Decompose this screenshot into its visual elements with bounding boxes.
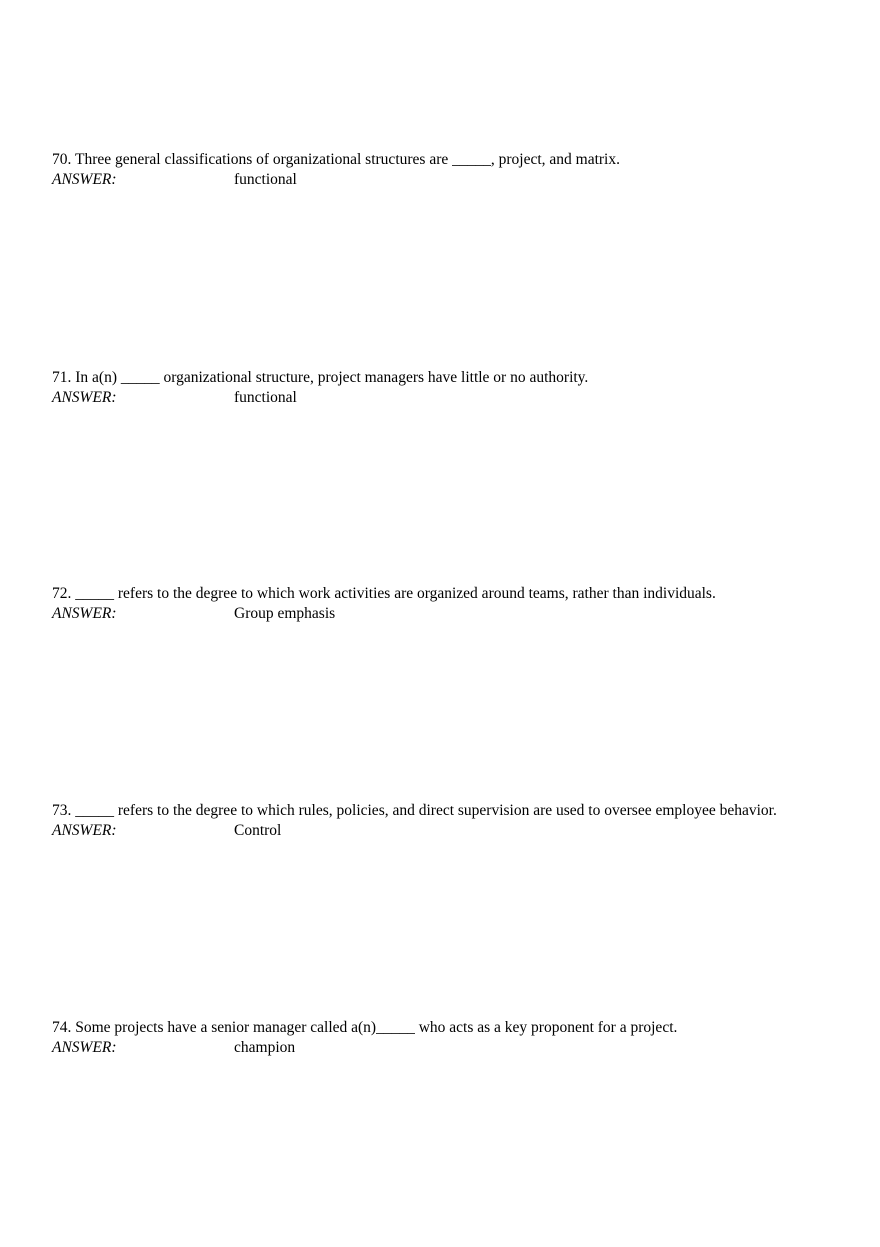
question-70 (52, 150, 842, 190)
answer-value: Group emphasis (234, 605, 336, 622)
answer-row (52, 821, 842, 841)
question-73 (52, 801, 842, 841)
answer-label: ANSWER: (52, 1039, 117, 1056)
answer-label: ANSWER: (52, 171, 117, 188)
answer-value: functional (234, 171, 297, 188)
answer-value: Control (234, 822, 282, 839)
question-text: 70. Three general classifications of organizational structures are _____, project, and matrix. (52, 151, 620, 168)
answer-label: ANSWER: (52, 822, 117, 839)
question-text: 71. In a(n) _____ organizational structure, project managers have little or no authority. (52, 369, 589, 386)
question-74 (52, 1018, 842, 1058)
question-71 (52, 368, 842, 408)
question-text: 73. _____ refers to the degree to which rules, policies, and direct supervision are used to oversee employee behavior. (52, 802, 777, 819)
question-text: 72. _____ refers to the degree to which work activities are organized around teams, rather than individuals. (52, 585, 716, 602)
answer-value: champion (234, 1039, 296, 1056)
answer-row (52, 604, 842, 624)
answer-label: ANSWER: (52, 605, 117, 622)
answer-row (52, 170, 842, 190)
answer-row (52, 388, 842, 408)
question-72 (52, 584, 842, 624)
question-text: 74. Some projects have a senior manager called a(n)_____ who acts as a key proponent for a project. (52, 1019, 678, 1036)
answer-value: functional (234, 389, 297, 406)
answer-row (52, 1038, 842, 1058)
answer-label: ANSWER: (52, 389, 117, 406)
